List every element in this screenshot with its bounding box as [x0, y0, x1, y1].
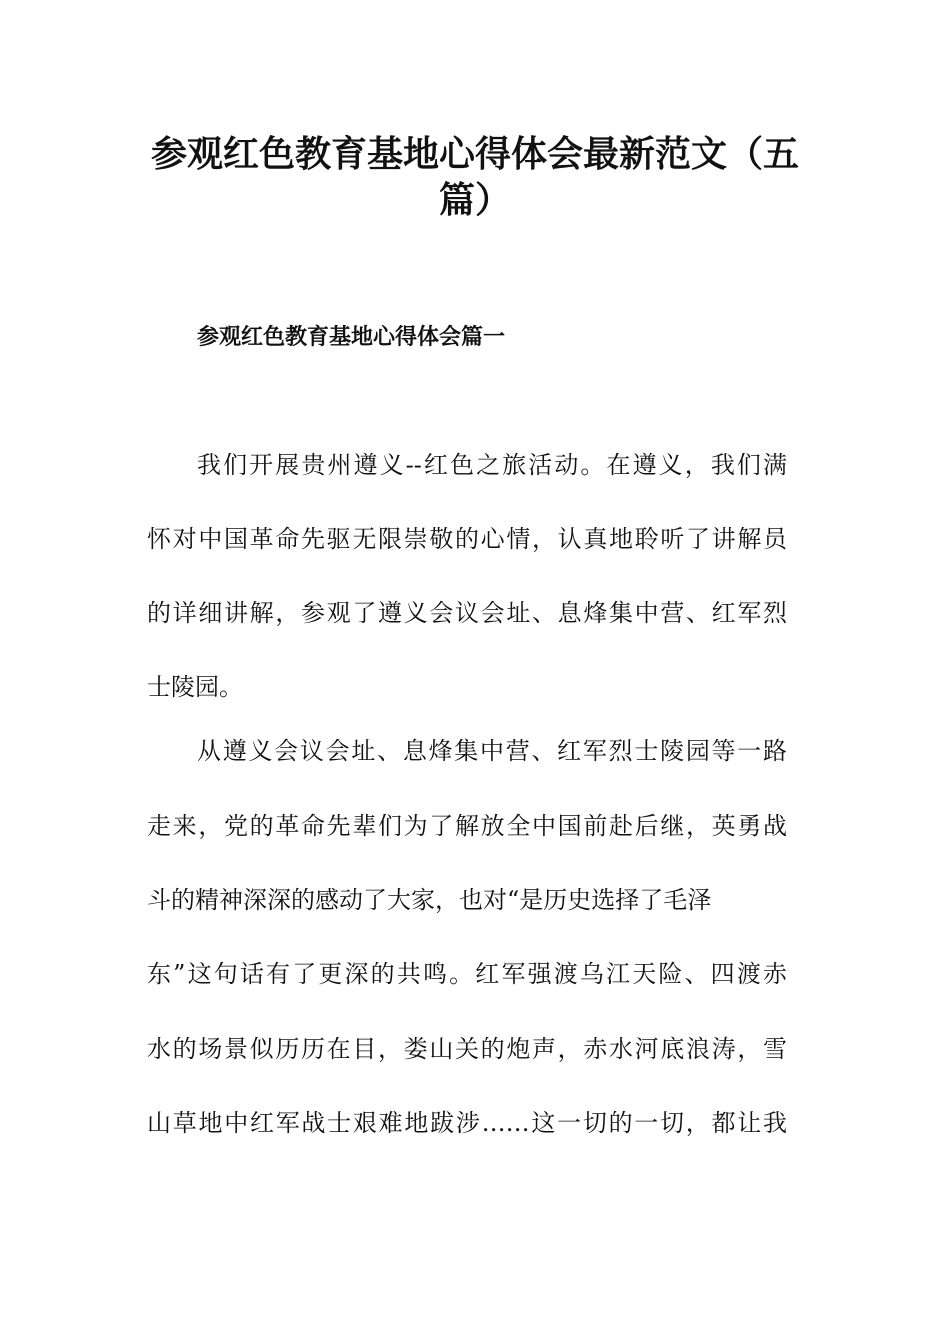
- paragraph-line: 水的场景似历历在目，娄山关的炮声，赤水河底浪涛，雪: [147, 1035, 787, 1063]
- paragraph-line: 从遵义会议会址、息烽集中营、红军烈士陵园等一路: [197, 737, 787, 765]
- document-title-line-2: 篇）: [438, 179, 511, 221]
- paragraph-line: 走来，党的革命先辈们为了解放全中国前赴后继，英勇战: [147, 812, 787, 840]
- paragraph-line: 我们开展贵州遵义--红色之旅活动。在遵义，我们满: [197, 451, 787, 479]
- paragraph-line: 山草地中红军战士艰难地跋涉……这一切的一切，都让我: [147, 1109, 787, 1137]
- paragraph-line: 士陵园。: [147, 673, 243, 701]
- paragraph-line: 的详细讲解，参观了遵义会议会址、息烽集中营、红军烈: [147, 599, 787, 627]
- document-title-line-1: 参观红色教育基地心得体会最新范文（五: [150, 133, 799, 175]
- paragraph-line: 东”这句话有了更深的共鸣。红军强渡乌江天险、四渡赤: [147, 960, 787, 988]
- section-heading: 参观红色教育基地心得体会篇一: [197, 324, 506, 350]
- paragraph-line: 斗的精神深深的感动了大家，也对“是历史选择了毛泽: [147, 886, 712, 914]
- paragraph-line: 怀对中国革命先驱无限崇敬的心情，认真地聆听了讲解员: [147, 525, 787, 553]
